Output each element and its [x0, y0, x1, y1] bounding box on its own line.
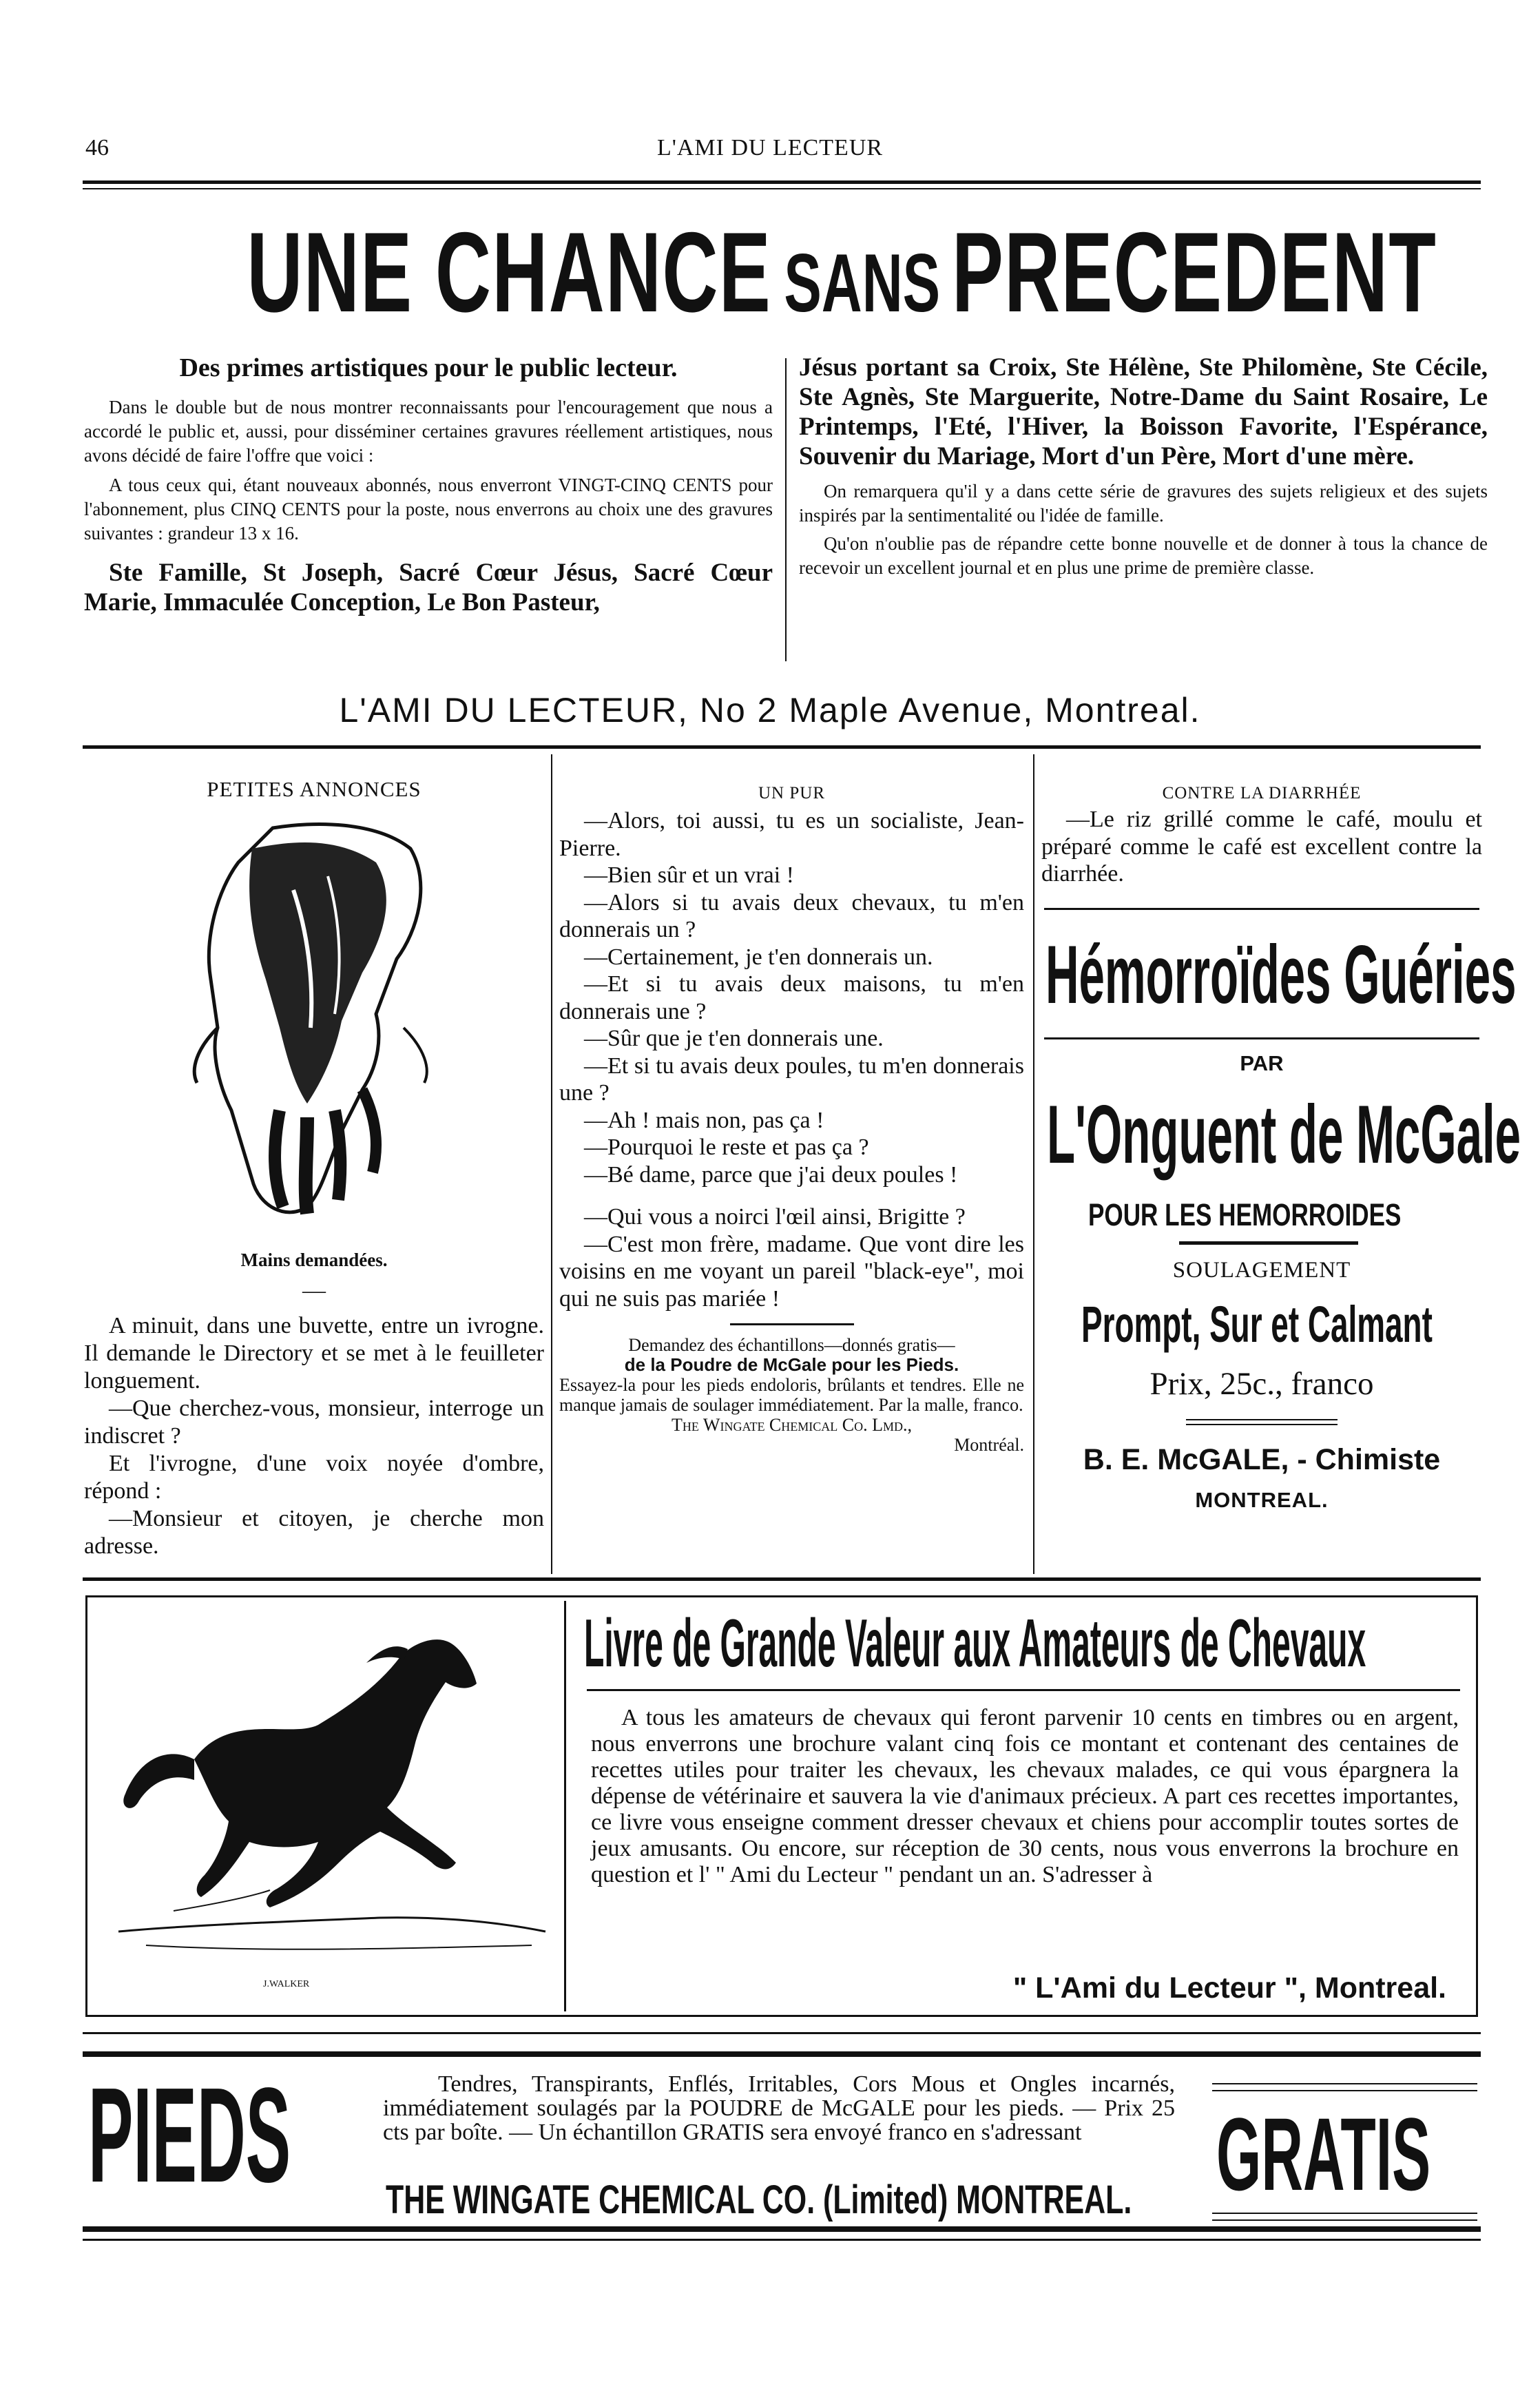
headline-part-1: UNE CHANCE [247, 209, 772, 335]
ivrogne-story-p2: —Que cherchez-vous, monsieur, interroge un indiscret ? [84, 1396, 544, 1449]
poudre-ad-company: The Wingate Chemical Co. Lmd., [672, 1415, 912, 1435]
un-pur-dialog [559, 807, 1024, 1188]
columns-divider-left [551, 754, 552, 1574]
headline-part-3: PRECEDENT [952, 209, 1437, 335]
ivrogne-story-p3: Et l'ivrogne, d'une voix noyée d'ombre, répond : [84, 1451, 544, 1504]
gratis-rule-2 [1212, 2090, 1477, 2091]
poudre-ad-line-2: de la Poudre de McGale pour les Pieds. [624, 1354, 959, 1375]
column-3 [1041, 784, 1482, 888]
horse-title-underline [587, 1689, 1460, 1691]
pieds-rule-top-2 [83, 2051, 1481, 2057]
ivrogne-story [84, 1312, 544, 1560]
pieds-left-word: PIEDS [88, 2060, 291, 2211]
hands-illustration [169, 821, 459, 1234]
gratis-rule-4 [1212, 2219, 1477, 2221]
hemorroides-ad [1041, 929, 1521, 1571]
pour-rule [1179, 1241, 1358, 1245]
pour-hemorroides: POUR LES HEMORROIDES [1088, 1197, 1402, 1232]
brigitte-joke-p1: —Qui vous a noirci l'œil ainsi, Brigitte ? [584, 1204, 966, 1230]
brigitte-joke [559, 1203, 1024, 1312]
primes-paragraph-1: Dans le double but de nous montrer reconnaissants pour l'encouragement que nous a accordé le public et, aussi, pour disséminer certaines gravures réellement artistiques, nous avons décidé de faire l'offre que voici : [84, 397, 773, 466]
header-rule-2 [83, 188, 1481, 189]
ivrogne-story-p1: A minuit, dans une buvette, entre un ivrogne. Il demande le Directory et se met à le feuilleter longuement. [84, 1313, 544, 1394]
poudre-ad [559, 1335, 1024, 1455]
primes-paragraph-4: Qu'on n'oublie pas de répandre cette bonne nouvelle et de donner à tous la chance de recevoir un excellent journal et en plus une prime de première classe. [799, 533, 1488, 578]
hands-caption: Mains demandées. [240, 1250, 388, 1270]
pieds-ad-company: THE WINGATE CHEMICAL CO. (Limited) MONTREAL. [386, 2177, 1132, 2222]
seller-city: MONTREAL. [1195, 1488, 1329, 1512]
poudre-ad-line-1: Demandez des échantillons—donnés gratis— [628, 1335, 955, 1355]
soulagement-label: SOULAGEMENT [1172, 1258, 1351, 1283]
dialog-line: —Sûr que je t'en donnerais une. [584, 1026, 884, 1051]
horse-ad-address: " L'Ami du Lecteur ", Montreal. [1012, 1971, 1446, 2005]
col3-rule-1 [1044, 908, 1479, 910]
hands-drawing [169, 821, 459, 1234]
gratis-rule-3 [1212, 2213, 1477, 2214]
dialog-line: —Ah ! mais non, pas ça ! [584, 1107, 824, 1133]
gratis-right-word: GRATIS [1216, 2096, 1431, 2212]
svg-text:J.WALKER: J.WALKER [263, 1979, 310, 1989]
diarrhee-title: CONTRE LA DIARRHÉE [1162, 784, 1362, 803]
seller-text: B. E. McGALE, - Chimiste [1083, 1443, 1441, 1476]
ivrogne-story-p4: —Monsieur et citoyen, je cherche mon adresse. [84, 1506, 544, 1559]
header-rule-1 [83, 180, 1481, 184]
hemorroides-par: PAR [1240, 1051, 1284, 1075]
diarrhee-text: —Le riz grillé comme le café, moulu et préparé comme le café est excellent contre la diarrhée. [1041, 807, 1482, 887]
horse-illustration-frame [91, 1601, 566, 2011]
dialog-line: —Alors si tu avais deux chevaux, tu m'en donnerais un ? [559, 889, 1024, 942]
dialog-line: —Et si tu avais deux poules, tu m'en donnerais une ? [559, 1053, 1024, 1106]
primes-paragraph-2: A tous ceux qui, étant nouveaux abonnés, nous enverront VINGT-CINQ CENTS pour l'abonnement, plus CINQ CENTS pour la poste, nous enverrons au choix une des gravures suivantes : grandeur 13 x 16. [84, 475, 773, 543]
dialog-line: —Certainement, je t'en donnerais un. [584, 944, 933, 970]
hemorroides-rule [1044, 1037, 1479, 1039]
petites-annonces-title: PETITES ANNONCES [207, 777, 422, 801]
prix-rule-1 [1186, 1419, 1338, 1420]
poudre-ad-text: Essayez-la pour les pieds endoloris, brûlants et tendres. Elle ne manque jamais de soulager immédiatement. Par la malle, franco. [559, 1375, 1024, 1415]
brigitte-joke-p2: —C'est mon frère, madame. Que vont dire les voisins en me voyant un pareil "black-eye", moi qui ne suis pas mariée ! [559, 1231, 1024, 1312]
caption-dash: — [302, 1278, 326, 1303]
column-1 [84, 777, 544, 1560]
horse-ad-title: Livre de Grande Valeur aux Amateurs de Chevaux [584, 1605, 1366, 1681]
prompt-text: Prompt, Sur et Calmant [1081, 1296, 1433, 1353]
journal-title: L'AMI DU LECTEUR [656, 135, 884, 161]
pieds-rule-bottom-1 [83, 2226, 1481, 2232]
section-rule-1 [83, 745, 1481, 749]
dialog-line: —Et si tu avais deux maisons, tu m'en donnerais une ? [559, 971, 1024, 1024]
primes-column-divider [785, 358, 787, 661]
dialog-line: —Pourquoi le reste et pas ça ? [584, 1135, 869, 1160]
primes-left-column [84, 353, 773, 617]
primes-paragraph-3: On remarquera qu'il y a dans cette série de gravures des sujets religieux et des sujets inspirés par la sentimentalité ou l'idée de famille. [799, 481, 1488, 526]
column-2 [559, 784, 1024, 1455]
pieds-ad-text: Tendres, Transpirants, Enflés, Irritables, Cors Mous et Ongles incarnés, immédiatement soulagés par la POUDRE de McGALE pour les pieds. — Prix 25 cts par boîte. — Un échantillon GRATIS sera envoyé franco en s'adressant [383, 2071, 1175, 2145]
primes-subtitle: Des primes artistiques pour le public lecteur. [179, 353, 678, 382]
primes-titles-left: Ste Famille, St Joseph, Sacré Cœur Jésus, Sacré Cœur Marie, Immaculée Conception, Le Bon Pasteur, [84, 559, 773, 617]
joke-separator [730, 1323, 854, 1325]
page-number: 46 [85, 135, 109, 161]
prix-rule-2 [1186, 1424, 1338, 1425]
pieds-rule-bottom-2 [83, 2239, 1481, 2241]
columns-divider-right [1033, 754, 1034, 1574]
primes-right-column [799, 353, 1488, 580]
prix-text: Prix, 25c., franco [1149, 1366, 1374, 1402]
poudre-ad-city: Montréal. [954, 1435, 1024, 1455]
primes-address: L'AMI DU LECTEUR, No 2 Maple Avenue, Montreal. [339, 691, 1201, 729]
headline [0, 210, 1540, 371]
horse-drawing [91, 1601, 559, 2011]
dialog-line: —Alors, toi aussi, tu es un socialiste, Jean-Pierre. [559, 808, 1024, 861]
pieds-rule-top-1 [83, 2032, 1481, 2034]
gratis-rule-1 [1212, 2083, 1477, 2084]
un-pur-title: UN PUR [758, 784, 825, 803]
primes-titles-right: Jésus portant sa Croix, Ste Hélène, Ste Philomène, Ste Cécile, Ste Agnès, Ste Marguerite, Notre-Dame du Saint Rosaire, Le Printemps, l'Eté, l'Hiver, la Boisson Favorite, l'Espérance, Souvenir du Mariage, Mort d'un Père, Mort d'une mère. [799, 353, 1488, 470]
horse-ad-body: A tous les amateurs de chevaux qui feront parvenir 10 cents en timbres ou en argent, nous enverrons une brochure valant cinq fois ce montant et contenant des centaines de recettes utiles pour traiter les chevaux, les chevaux malades, ce qui vous épargnera la dépense de vétérinaire et sauvera la vie d'animaux précieux. A part ces recettes importantes, ce livre vous enseigne comment dresser chevaux et chiens pour accomplir toutes sortes de jeux amusants. Ou encore, sur réception de 30 cents, nous vous enverrons la brochure en question et l' " Ami du Lecteur " pendant un an. S'adresser à [591, 1705, 1459, 1887]
dialog-line: —Bé dame, parce que j'ai deux poules ! [584, 1161, 958, 1188]
headline-part-2: SANS [783, 237, 940, 329]
dialog-line: —Bien sûr et un vrai ! [584, 862, 794, 888]
hemorroides-title: Hémorroïdes Guéries [1045, 929, 1517, 1021]
section-rule-2 [83, 1577, 1481, 1581]
onguent-title: L'Onguent de McGale [1047, 1088, 1521, 1181]
